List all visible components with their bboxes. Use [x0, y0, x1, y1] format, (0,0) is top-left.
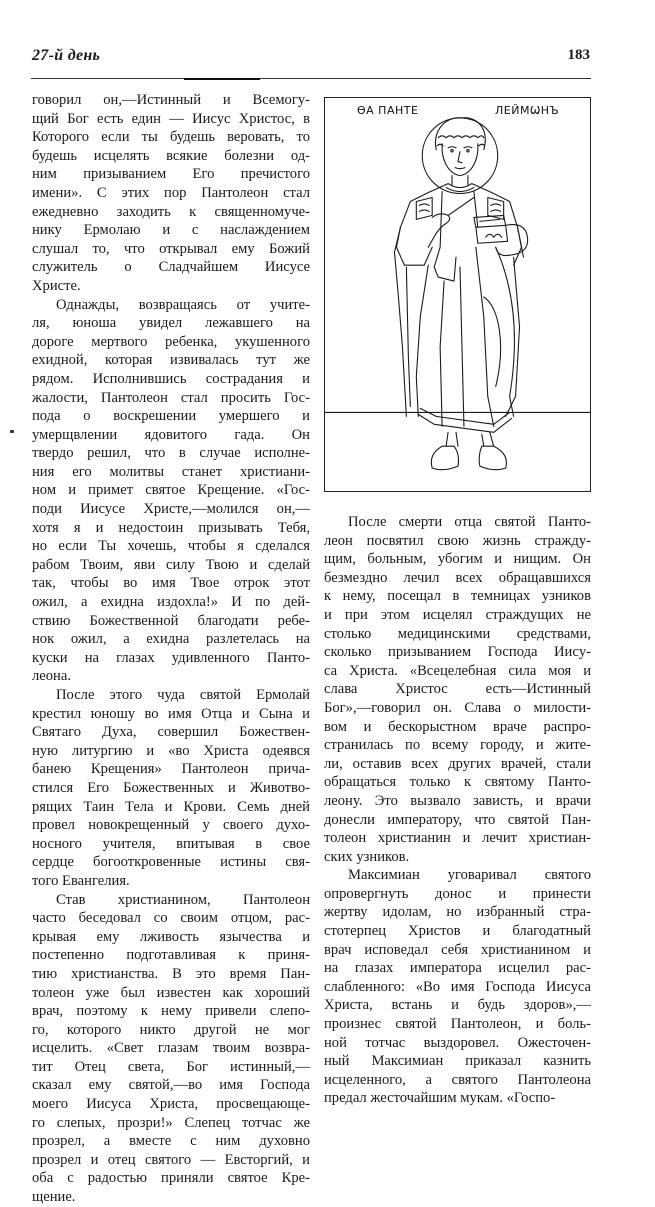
icon-inscription-left: ѲА ПАНТЕ	[357, 104, 419, 117]
text-line: так, чтобы во имя Твое отрок этот	[32, 575, 310, 592]
text-line: пода о воскрешении умершего и	[32, 408, 310, 425]
text-line: сердце богооткровенные истины свя-	[32, 854, 310, 871]
text-line: Став христианином, Пантолеон	[56, 891, 310, 908]
text-line: ехидной, которая извивалась тут же	[32, 352, 310, 369]
text-line: рящих Таин Тела и Крови. Семь дней	[32, 798, 310, 815]
text-line: исцелить. «Свет глазам твоим возвра-	[32, 1040, 310, 1057]
text-line: леон посвятил свою жизнь стражду-	[324, 532, 591, 549]
text-line: После смерти отца святой Панто-	[348, 514, 591, 530]
text-line: и при этом исцелял страждущих не	[324, 606, 591, 623]
text-line: рядом. Исполнившись сострадания и	[32, 370, 310, 387]
text-line: ной тотчас выздоровел. Ожесточен-	[324, 1034, 591, 1051]
text-line: произнес святой Пантолеон, и боль-	[324, 1016, 591, 1033]
text-line: толеон уже был известен как хороший	[32, 984, 310, 1001]
text-line: но если Ты хочешь, чтобы я сделался	[32, 538, 310, 555]
paragraph	[32, 296, 310, 686]
text-line: опровергнуть донос и принести	[324, 885, 591, 902]
text-line: донесли императору, что святой Пан-	[324, 811, 591, 828]
paragraph	[32, 686, 310, 891]
text-line: щий Бог есть един — Иисус Христос, в	[32, 110, 310, 127]
header-rule	[31, 78, 591, 79]
text-line: ля, юноша увидел лежавшего на	[32, 315, 310, 332]
paragraph	[32, 91, 310, 296]
page-number: 183	[567, 47, 590, 63]
text-line: жалости, Пантолеон стал просить Гос-	[32, 389, 310, 406]
text-line: нок ожил, а ехидна разлетелась на	[32, 631, 310, 648]
text-line: Христа, встань и будь здоров»,—	[324, 997, 591, 1014]
text-line: рабом Твоим, яви силу Твою и сделай	[32, 556, 310, 573]
text-line: го, которого никто другой не мог	[32, 1021, 310, 1038]
text-line: ним призыванием Его пречистого	[32, 166, 310, 183]
text-line: поди Иисусе Христе,—молился он,—	[32, 501, 310, 518]
text-line: носного учителя, впитывая в свое	[32, 835, 310, 852]
text-line: щение.	[32, 1189, 76, 1206]
text-line: Которого если ты будешь веровать, то	[32, 129, 310, 146]
right-column	[324, 513, 591, 1108]
text-line: сколько призыванием Господа Иисy-	[324, 644, 591, 661]
text-line: к нему, посещал в темницах узников	[324, 588, 591, 605]
text-line: моего Иисуса Христа, просвещающе-	[32, 1096, 310, 1113]
text-line: слава Христос есть—Истинный	[324, 681, 591, 698]
text-line: врач, поэтому к нему привели слепо-	[32, 1003, 310, 1020]
text-line: куски на глазах удивленного Панто-	[32, 649, 310, 666]
text-line: После этого чуда святой Ермолай	[56, 687, 310, 703]
text-line: щим, больным, убогим и нищим. Он	[324, 551, 591, 568]
text-line: вом и бескорыстном враче распро-	[324, 718, 591, 735]
paragraph	[324, 513, 591, 866]
text-line: оба с радостью приняли святое Кре-	[32, 1170, 310, 1187]
text-line: прозрел и отец святого — Евсторгий, и	[32, 1151, 310, 1168]
text-line: часто беседовал со своим отцом, рас-	[32, 910, 310, 927]
text-line: Максимиан уговаривал святого	[348, 867, 591, 884]
text-line: стотерпец Христов и благодатный	[324, 923, 591, 940]
text-line: банею Крещения» Пантолеон прича-	[32, 761, 310, 778]
text-line: ном и примет святое Крещение. «Гос-	[32, 482, 310, 499]
saint-panteleimon-illustration	[324, 97, 591, 492]
text-line: жертву идолам, но избранный стра-	[324, 904, 591, 921]
text-line: столько медицинскими средствами,	[324, 625, 591, 642]
text-line: ских узников.	[324, 848, 410, 865]
text-line: тит Отец света, Бог истинный,—	[32, 1058, 310, 1075]
text-line: говорил он,—Истинный и Всемогу-	[32, 92, 310, 108]
text-line: слушал то, что открывал ему Божий	[32, 240, 310, 257]
text-line: хотя я и недостоин призывать Тебя,	[32, 519, 310, 536]
text-line: ежедневно заходить к священномуче-	[32, 203, 310, 220]
text-line: исцеленного, а святого Пантолеона	[324, 1071, 591, 1088]
text-line: Однажды, возвращаясь от учите-	[56, 296, 310, 313]
text-line: ствию Божественной благодати ребе-	[32, 612, 310, 629]
text-line: будешь исцелять всякие болезни од-	[32, 147, 310, 164]
text-line: нику Ермолаю и с наслаждением	[32, 222, 310, 239]
text-line: врач исповедал себя христианином и	[324, 941, 591, 958]
text-line: ную литургию и «во Христа одеявся	[32, 742, 310, 759]
text-line: крестил юношу во имя Отца и Сына и	[32, 705, 310, 722]
text-line: постепенно подготавливая к приня-	[32, 947, 310, 964]
text-line: умерщвлении ядовитого гада. Он	[32, 426, 310, 443]
text-line: ожил, а ехидна издохла!» И по дей-	[32, 594, 310, 611]
text-line: странилась по всему городу, и жите-	[324, 737, 591, 754]
paragraph	[324, 866, 591, 1108]
text-line: Бог»,—говорил он. Слава о милости-	[324, 699, 591, 716]
text-line: тию христианства. В это время Пан-	[32, 965, 310, 982]
saint-figure-icon	[325, 98, 590, 491]
running-head: 27-й день	[32, 47, 101, 64]
text-line: имени». С этих пор Пантолеон стал	[32, 184, 310, 201]
text-line: ный Максимиан приказал казнить	[324, 1053, 591, 1070]
text-line: обращаться только к святому Панто-	[324, 774, 591, 791]
text-line: сказал ему святой,—во имя Господа	[32, 1077, 310, 1094]
text-line: са Христа. «Всецелебная сила моя и	[324, 662, 591, 679]
text-line: ния его молитвы станет христиани-	[32, 463, 310, 480]
text-line: служитель о Сладчайшем Иисусе	[32, 259, 310, 276]
text-line: стился Его Божественных и Животво-	[32, 779, 310, 796]
icon-inscription-right: ЛЕЙМѠНЪ	[495, 104, 560, 117]
text-line: ли, оставив всех других врачей, стали	[324, 755, 591, 772]
text-line: толеон христианин и лечит христиан-	[324, 830, 591, 847]
page-header	[32, 47, 590, 71]
text-line: безмездно лечил всех обращавшихся	[324, 569, 591, 586]
text-line: дороге мертвого ребенка, укушенного	[32, 333, 310, 350]
text-line: леону. Это вызвало зависть, и врачи	[324, 792, 591, 809]
text-line: леона.	[32, 668, 71, 685]
text-line: слабленного: «Во имя Господа Иисуса	[324, 978, 591, 995]
text-line: твердо решил, что в случае исполне-	[32, 445, 310, 462]
text-line: прозрел, а вместе с ним духовно	[32, 1133, 310, 1150]
paragraph	[32, 891, 310, 1207]
left-column	[32, 91, 310, 1207]
scan-speck	[10, 430, 14, 433]
text-line: Христе.	[32, 277, 81, 294]
text-line: Святаго Духа, совершил Божествен-	[32, 724, 310, 741]
text-line: предал жесточайшим мукам. «Госпо-	[324, 1090, 556, 1107]
text-line: го слепых, прозри!» Слепец тотчас же	[32, 1114, 310, 1131]
text-line: на глазах императора исцелил рас-	[324, 960, 591, 977]
text-line: того Евангелия.	[32, 872, 130, 889]
text-line: крывая ему лживость язычества и	[32, 928, 310, 945]
text-line: провел новокрещенный у своего духо-	[32, 817, 310, 834]
